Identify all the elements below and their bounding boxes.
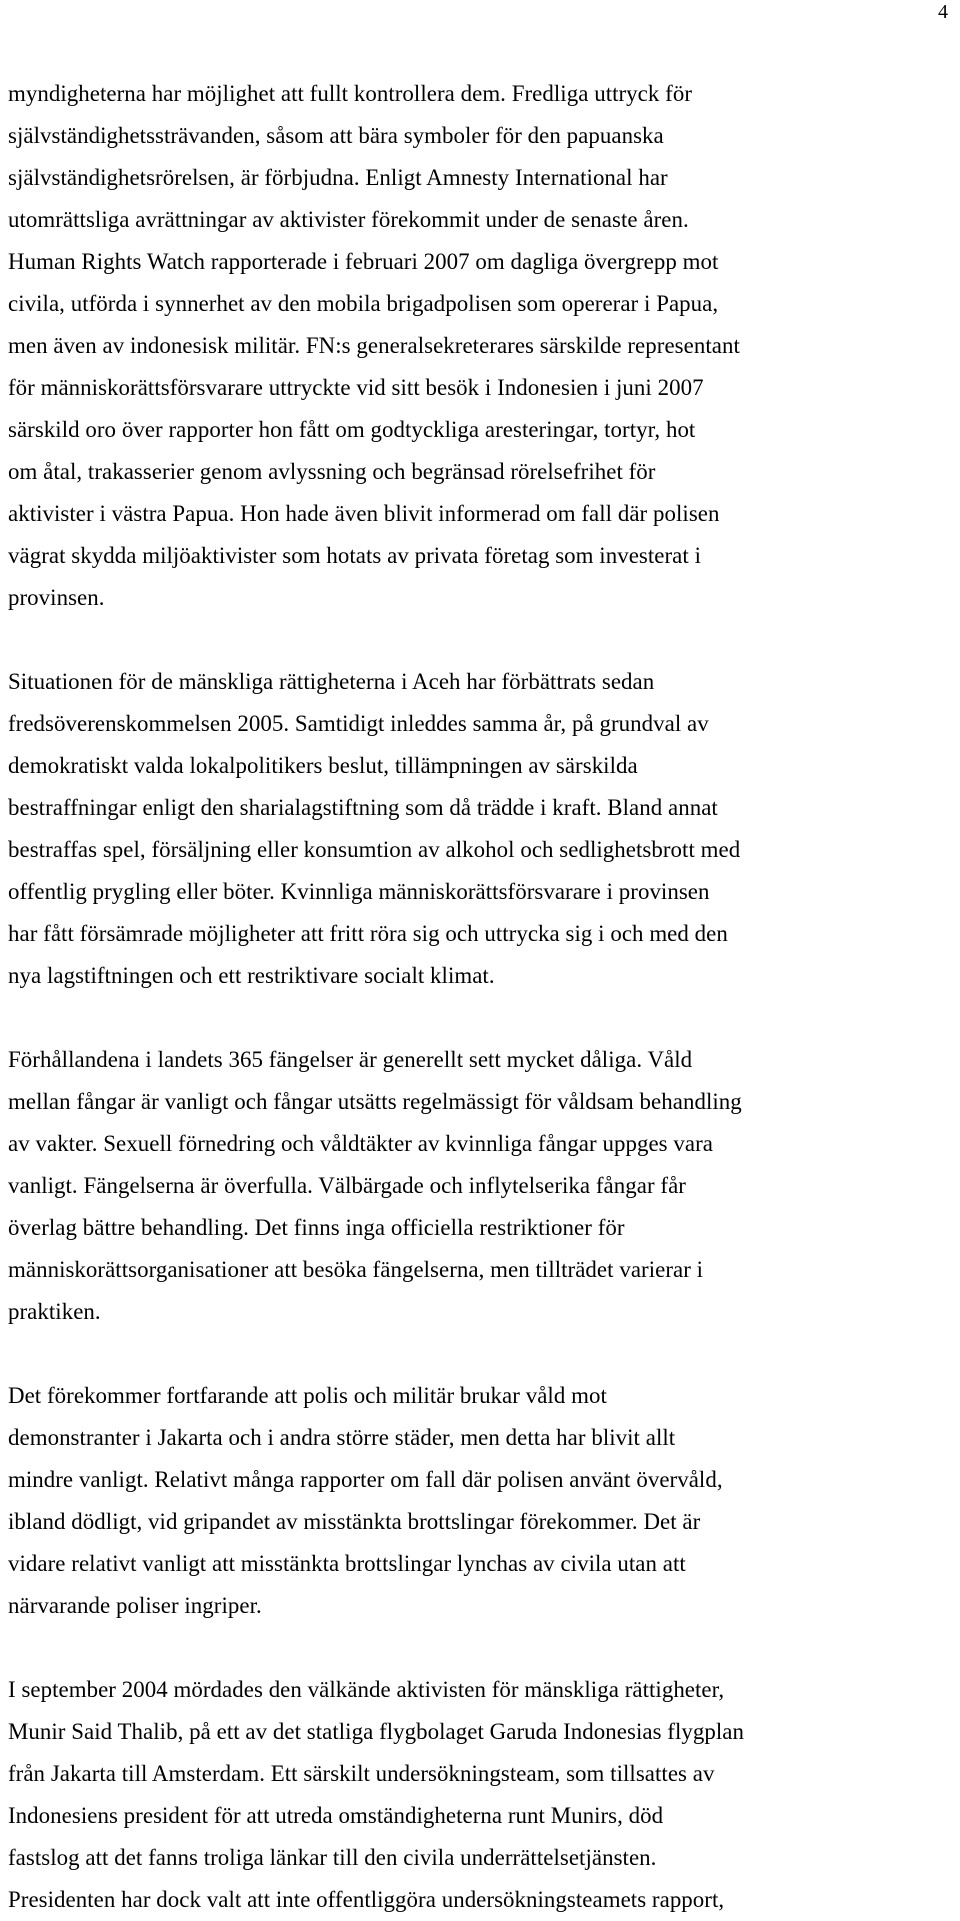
text-line: civila, utförda i synnerhet av den mobila brigadpolisen som opererar i Papua, xyxy=(8,291,719,317)
text-line: närvarande poliser ingriper. xyxy=(8,1593,262,1619)
paragraph-gap xyxy=(8,619,960,661)
text-line: provinsen. xyxy=(8,585,105,611)
paragraph xyxy=(8,1375,960,1627)
text-line: Presidenten har dock valt att inte offentliggöra undersökningsteamets rapport, xyxy=(8,1887,725,1913)
text-line: nya lagstiftningen och ett restriktivare socialt klimat. xyxy=(8,963,495,989)
text-line: självständighetsrörelsen, är förbjudna. Enligt Amnesty International har xyxy=(8,165,668,191)
text-line: självständighetssträvanden, såsom att bära symboler för den papuanska xyxy=(8,123,664,149)
text-line: för människorättsförsvarare uttryckte vid sitt besök i Indonesien i juni 2007 xyxy=(8,375,704,401)
text-line: myndigheterna har möjlighet att fullt kontrollera dem. Fredliga uttryck för xyxy=(8,81,693,107)
text-line: bestraffas spel, försäljning eller konsumtion av alkohol och sedlighetsbrott med xyxy=(8,837,741,863)
text-line: om åtal, trakasserier genom avlyssning och begränsad rörelsefrihet för xyxy=(8,459,656,485)
text-line: vägrat skydda miljöaktivister som hotats av privata företag som investerat i xyxy=(8,543,701,569)
text-line: fredsöverenskommelsen 2005. Samtidigt inleddes samma år, på grundval av xyxy=(8,711,709,737)
text-line: Det förekommer fortfarande att polis och militär brukar våld mot xyxy=(8,1383,607,1409)
text-line: bestraffningar enligt den sharialagstiftning som då trädde i kraft. Bland annat xyxy=(8,795,718,821)
text-line: vidare relativt vanligt att misstänkta brottslingar lynchas av civila utan att xyxy=(8,1551,686,1577)
text-line: Human Rights Watch rapporterade i februari 2007 om dagliga övergrepp mot xyxy=(8,249,719,275)
paragraph xyxy=(8,1669,960,1921)
text-line: demonstranter i Jakarta och i andra större städer, men detta har blivit allt xyxy=(8,1425,676,1451)
text-line: särskild oro över rapporter hon fått om godtyckliga aresteringar, tortyr, hot xyxy=(8,417,696,443)
paragraph xyxy=(8,661,960,997)
text-line: Situationen för de mänskliga rättigheterna i Aceh har förbättrats sedan xyxy=(8,669,655,695)
paragraph-gap xyxy=(8,997,960,1039)
text-line: mindre vanligt. Relativt många rapporter om fall där polisen använt övervåld, xyxy=(8,1467,723,1493)
paragraph xyxy=(8,73,960,619)
text-line: praktiken. xyxy=(8,1299,101,1325)
paragraph-gap xyxy=(8,1333,960,1375)
text-line: utomrättsliga avrättningar av aktivister förekommit under de senaste åren. xyxy=(8,207,689,233)
text-line: men även av indonesisk militär. FN:s generalsekreterares särskilde representant xyxy=(8,333,740,359)
text-line: Indonesiens president för att utreda omständigheterna runt Munirs, död xyxy=(8,1803,664,1829)
text-line: från Jakarta till Amsterdam. Ett särskilt undersökningsteam, som tillsattes av xyxy=(8,1761,715,1787)
text-line: fastslog att det fanns troliga länkar till den civila underrättelsetjänsten. xyxy=(8,1845,657,1871)
text-line: vanligt. Fängelserna är överfulla. Välbärgade och inflytelserika fångar får xyxy=(8,1173,686,1199)
text-line: I september 2004 mördades den välkände aktivisten för mänskliga rättigheter, xyxy=(8,1677,725,1703)
text-line: har fått försämrade möjligheter att fritt röra sig och uttrycka sig i och med den xyxy=(8,921,728,947)
text-line: Förhållandena i landets 365 fängelser är generellt sett mycket dåliga. Våld xyxy=(8,1047,693,1073)
page-number: 4 xyxy=(938,1,948,23)
text-line: aktivister i västra Papua. Hon hade även blivit informerad om fall där polisen xyxy=(8,501,720,527)
body-text xyxy=(8,73,960,1921)
text-line: demokratiskt valda lokalpolitikers beslut, tillämpningen av särskilda xyxy=(8,753,638,779)
text-line: ibland dödligt, vid gripandet av misstänkta brottslingar förekommer. Det är xyxy=(8,1509,701,1535)
text-line: mellan fångar är vanligt och fångar utsätts regelmässigt för våldsam behandling xyxy=(8,1089,742,1115)
text-line: av vakter. Sexuell förnedring och våldtäkter av kvinnliga fångar uppges vara xyxy=(8,1131,713,1157)
text-line: överlag bättre behandling. Det finns inga officiella restriktioner för xyxy=(8,1215,625,1241)
paragraph xyxy=(8,1039,960,1333)
paragraph-gap xyxy=(8,1627,960,1669)
text-line: människorättsorganisationer att besöka fängelserna, men tillträdet varierar i xyxy=(8,1257,704,1283)
text-line: offentlig prygling eller böter. Kvinnliga människorättsförsvarare i provinsen xyxy=(8,879,710,905)
text-line: Munir Said Thalib, på ett av det statliga flygbolaget Garuda Indonesias flygplan xyxy=(8,1719,744,1745)
